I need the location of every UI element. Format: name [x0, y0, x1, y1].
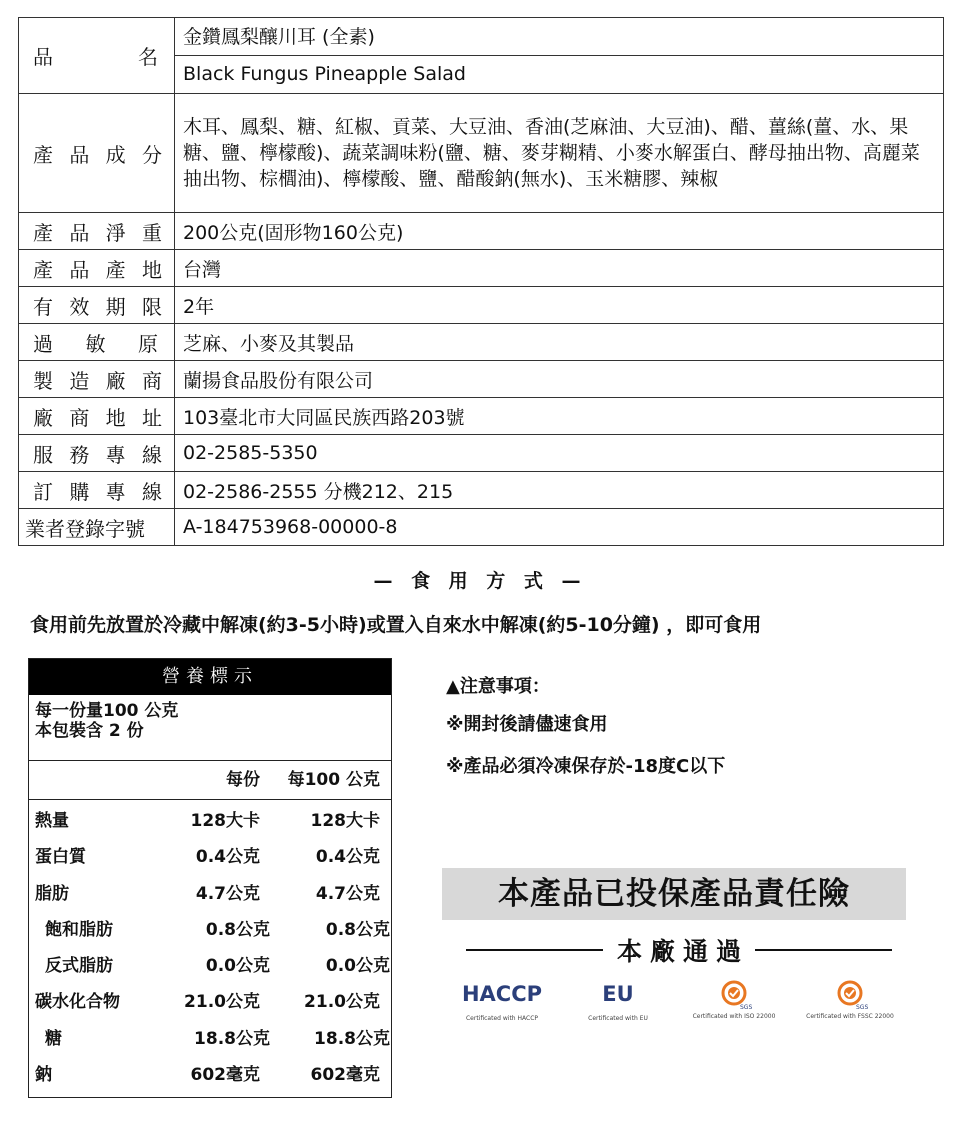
- nutrient-name: 反式脂肪: [45, 956, 113, 977]
- nutrition-facts: [28, 658, 392, 1098]
- info-label: [19, 287, 175, 324]
- eu-logo: EU: [602, 982, 634, 1006]
- info-label: [19, 398, 175, 435]
- nutrition-column-header: [29, 761, 391, 800]
- nutrient-name: 蛋白質: [35, 847, 86, 868]
- per-100g-value: 602毫克: [310, 1065, 380, 1086]
- label-char: 產: [33, 257, 53, 282]
- product-name-en: Black Fungus Pineapple Salad: [175, 55, 943, 92]
- info-row: [19, 287, 944, 324]
- registration-label: 業者登錄字號: [19, 509, 175, 546]
- nutrition-row: [29, 876, 391, 912]
- ingredients-value: 木耳、鳳梨、糖、紅椒、貢菜、大豆油、香油(芝麻油、大豆油)、醋、薑絲(薑、水、果糖、鹽、檸檬酸)、蔬菜調味粉(鹽、糖、麥芽糊精、小麥水解蛋白、酵母抽出物、高麗菜抽出物、棕櫚油)、檸檬酸、鹽、醋酸鈉(無水)、玉米糖膠、辣椒: [175, 94, 944, 213]
- label-char: 專: [105, 442, 126, 467]
- fssc22000-badge: [794, 980, 906, 1022]
- col-per-serving: 每份: [226, 770, 260, 790]
- per-serving-value: 0.8公克: [205, 919, 270, 940]
- label-char: 專: [105, 479, 126, 504]
- info-value: 02-2586-2555 分機212、215: [175, 472, 944, 509]
- label-char: 產: [33, 142, 53, 167]
- nutrition-row: [29, 1057, 391, 1093]
- label-char: 成: [105, 142, 126, 167]
- info-label: [19, 213, 175, 250]
- label-char: 服: [33, 442, 53, 467]
- usage-heading: — 食 用 方 式 —: [373, 570, 587, 592]
- certification-badges: [446, 980, 906, 1030]
- nutrient-name: 碳水化合物: [35, 992, 120, 1013]
- name-label-cell: [19, 18, 175, 94]
- label-char: 地: [141, 257, 162, 282]
- info-row: [19, 435, 944, 472]
- label-char: 名: [138, 45, 158, 69]
- certification-title: 本廠通過: [617, 937, 750, 966]
- label-char: 有: [33, 294, 53, 319]
- notes-section: [446, 668, 725, 786]
- sgs-text: SGS: [856, 1004, 869, 1010]
- per-100g-value: 18.8公克: [314, 1028, 390, 1049]
- nutrient-name: 熱量: [35, 811, 69, 831]
- label-char: 原: [138, 331, 158, 356]
- notes-title: ▲注意事項：: [446, 676, 550, 697]
- label-char: 地: [105, 405, 126, 430]
- label-char: 廠: [105, 368, 126, 393]
- label-char: 品: [69, 220, 90, 245]
- nutrition-row: [29, 803, 391, 839]
- badge-caption: Certificated with FSSC 22000: [806, 1013, 894, 1020]
- insurance-banner: 本產品已投保產品責任險: [442, 868, 906, 920]
- per-100g-value: 0.8公克: [325, 919, 390, 940]
- per-100g-value: 0.0公克: [325, 956, 390, 977]
- per-100g-value: 4.7公克: [315, 883, 380, 904]
- registration-value: A-184753968-00000-8: [175, 509, 944, 546]
- haccp-logo: HACCP: [461, 982, 543, 1006]
- info-value: 2年: [175, 287, 944, 324]
- info-value: 芝麻、小麥及其製品: [175, 324, 944, 361]
- badge-caption: Certificated with ISO 22000: [692, 1013, 776, 1020]
- label-char: 購: [69, 479, 90, 504]
- badge-caption: Certificated with EU: [588, 1015, 648, 1022]
- info-value: 103臺北市大同區民族西路203號: [175, 398, 944, 435]
- info-row: [19, 361, 944, 398]
- sgs-logo-icon: [830, 980, 870, 1010]
- nutrition-row: [29, 1021, 391, 1057]
- iso22000-badge: [678, 980, 790, 1022]
- sgs-text: SGS: [740, 1004, 753, 1010]
- serving-size: 每一份量100 公克: [35, 701, 179, 721]
- nutrition-row: [29, 839, 391, 875]
- label-char: 產: [105, 257, 126, 282]
- info-value: 200公克(固形物160公克): [175, 213, 944, 250]
- nutrient-name: 鈉: [35, 1065, 52, 1086]
- label-char: 線: [141, 479, 162, 504]
- per-100g-value: 21.0公克: [304, 992, 380, 1013]
- eu-badge: [562, 980, 674, 1024]
- label-char: 限: [141, 294, 162, 319]
- label-char: 效: [69, 294, 90, 319]
- info-label: [19, 324, 175, 361]
- certification-heading: [466, 930, 892, 970]
- info-row: [19, 250, 944, 287]
- nutrient-name: 糖: [45, 1028, 62, 1049]
- nutrient-name: 飽和脂肪: [45, 919, 113, 940]
- col-per-100g: 每100 公克: [287, 770, 380, 790]
- info-value: 蘭揚食品股份有限公司: [175, 361, 944, 398]
- nutrition-serving: [29, 695, 391, 761]
- info-label: [19, 361, 175, 398]
- label-char: 製: [33, 368, 53, 393]
- label-char: 過: [33, 331, 53, 356]
- label-char: 淨: [105, 220, 126, 245]
- info-row: [19, 472, 944, 509]
- note-item: ※開封後請儘速食用: [446, 714, 608, 735]
- ingredients-label-cell: [19, 94, 175, 213]
- label-char: 廠: [33, 405, 53, 430]
- haccp-badge: [446, 980, 558, 1024]
- nutrition-row: [29, 912, 391, 948]
- note-item: ※產品必須冷凍保存於-18度C以下: [446, 756, 726, 777]
- per-serving-value: 0.0公克: [205, 956, 270, 977]
- label-char: 分: [141, 142, 162, 167]
- divider: [755, 949, 892, 951]
- info-row: [19, 213, 944, 250]
- info-row: [19, 398, 944, 435]
- label-char: 商: [141, 368, 162, 393]
- info-label: [19, 472, 175, 509]
- label-char: 商: [69, 405, 90, 430]
- info-row: [19, 324, 944, 361]
- label-char: 品: [33, 45, 53, 69]
- info-value: 02-2585-5350: [175, 435, 944, 472]
- divider: [466, 949, 603, 951]
- per-serving-value: 4.7公克: [195, 883, 260, 904]
- info-label: [19, 250, 175, 287]
- info-value: 台灣: [175, 250, 944, 287]
- per-100g-value: 0.4公克: [315, 847, 380, 868]
- label-char: 敏: [85, 331, 106, 356]
- label-char: 務: [69, 442, 90, 467]
- nutrition-rows: [29, 800, 391, 1093]
- nutrition-row: [29, 948, 391, 984]
- nutrition-title: 營養標示: [29, 659, 391, 695]
- per-serving-value: 602毫克: [190, 1065, 260, 1086]
- badge-caption: Certificated with HACCP: [465, 1015, 539, 1022]
- label-char: 訂: [33, 479, 53, 504]
- usage-text: 食用前先放置於冷藏中解凍(約3-5小時)或置入自來水中解凍(約5-10分鐘) ，即可食用: [30, 614, 762, 636]
- product-info-table: [18, 17, 944, 546]
- per-serving-value: 128大卡: [190, 811, 260, 831]
- nutrient-name: 脂肪: [35, 883, 69, 904]
- name-value-cell: [175, 18, 944, 94]
- label-char: 期: [105, 294, 126, 319]
- per-serving-value: 21.0公克: [184, 992, 260, 1013]
- label-char: 址: [141, 405, 162, 430]
- servings-per-package: 本包裝含 2 份: [35, 721, 144, 741]
- product-name-zh: 金鑽鳳梨釀川耳 (全素): [183, 26, 375, 48]
- nutrition-row: [29, 984, 391, 1020]
- per-100g-value: 128大卡: [310, 811, 380, 831]
- info-label: [19, 435, 175, 472]
- label-char: 品: [69, 257, 90, 282]
- label-char: 線: [141, 442, 162, 467]
- label-char: 品: [69, 142, 90, 167]
- label-char: 重: [141, 220, 162, 245]
- label-char: 產: [33, 220, 53, 245]
- per-serving-value: 18.8公克: [194, 1028, 270, 1049]
- per-serving-value: 0.4公克: [195, 847, 260, 868]
- sgs-logo-icon: [714, 980, 754, 1010]
- label-char: 造: [69, 368, 90, 393]
